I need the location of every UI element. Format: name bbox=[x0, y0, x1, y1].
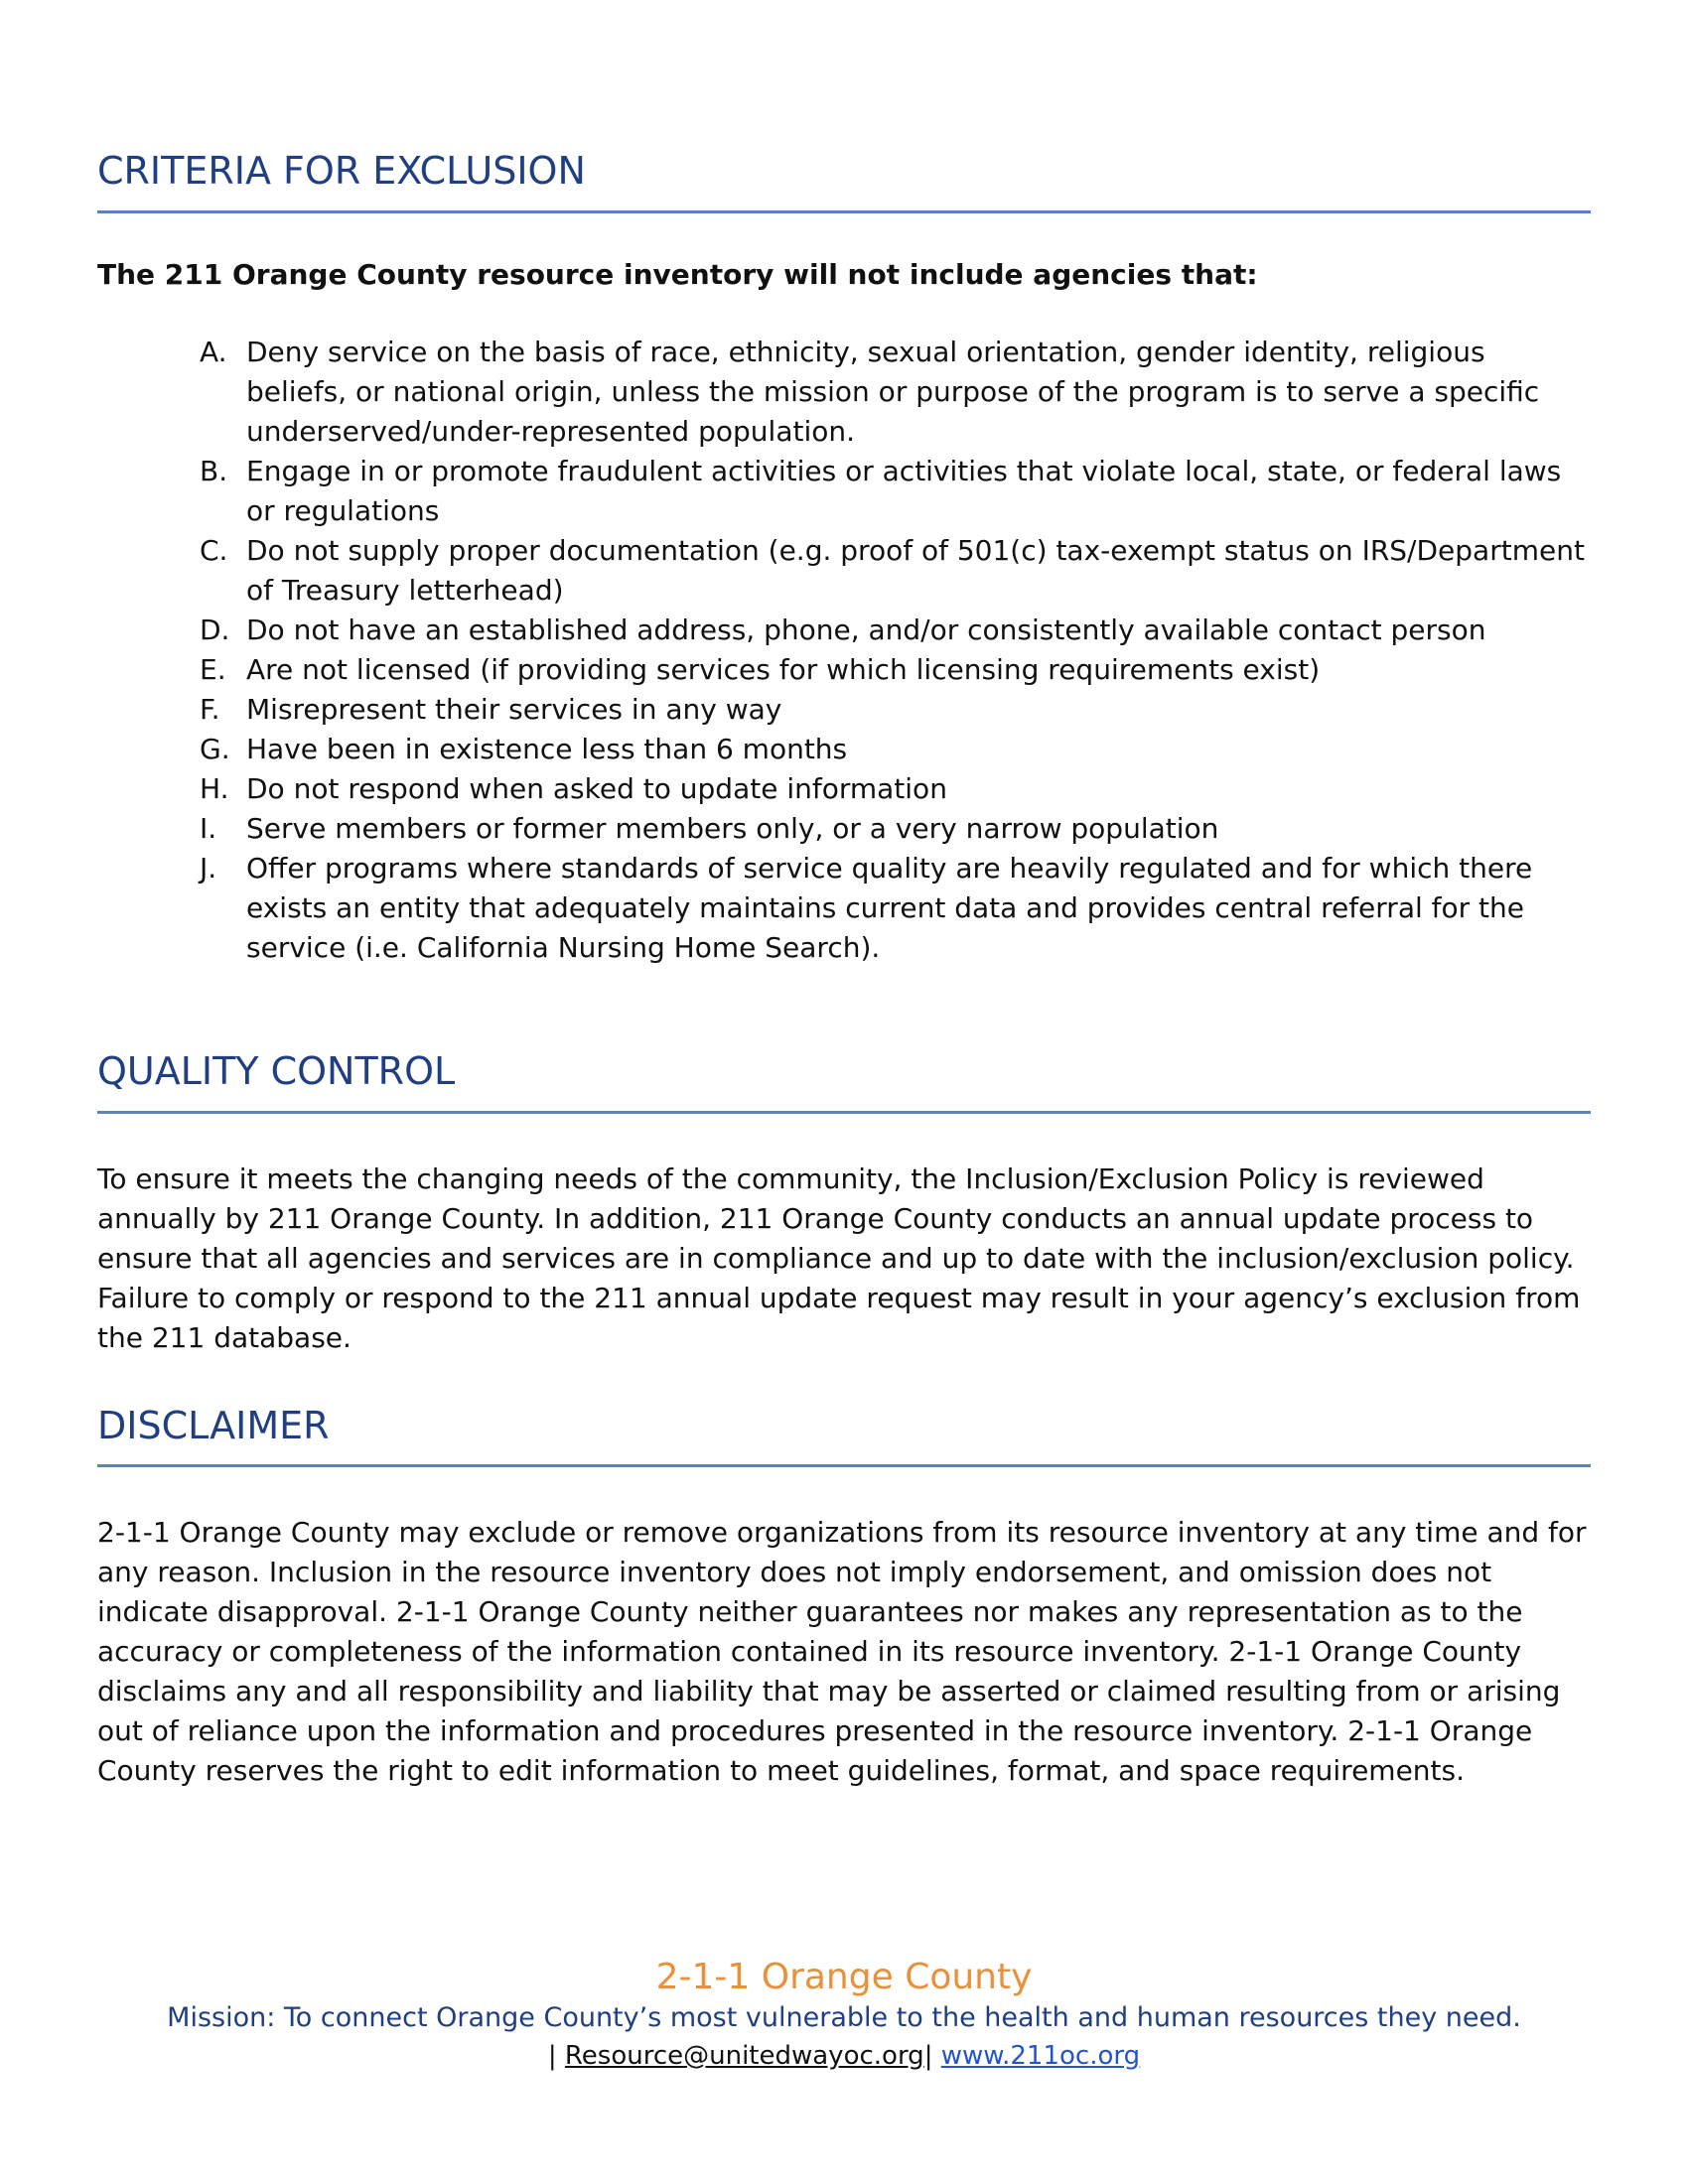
criteria-text: Do not respond when asked to update information bbox=[246, 771, 947, 805]
criteria-item-b bbox=[97, 452, 1591, 531]
footer-separator: | bbox=[547, 2041, 557, 2071]
website-link[interactable]: www.211oc.org bbox=[940, 2041, 1141, 2071]
criteria-text: Do not supply proper documentation (e.g. proof of 501(c) tax-exempt status on IRS/Department of Treasury letterhead) bbox=[246, 533, 1585, 607]
criteria-item-e bbox=[97, 650, 1591, 690]
criteria-item-g bbox=[97, 730, 1591, 769]
quality-control-body: To ensure it meets the changing needs of the community, the Inclusion/Exclusion Policy is reviewed annually by 211 Orange County. In addition, 211 Orange County conducts an annual update process to ensure that all agencies and services are in compliance and up to date with the inclusion/exclusion policy. Failure to comply or respond to the 211 annual update request may result in your agency’s exclusion from the 211 database. bbox=[97, 1161, 1581, 1354]
criteria-text: Serve members or former members only, or a very narrow population bbox=[246, 811, 1219, 845]
criteria-text: Do not have an established address, phone, and/or consistently available contact person bbox=[246, 613, 1486, 646]
criteria-letter: E. bbox=[200, 652, 226, 686]
email-link[interactable]: Resource@unitedwayoc.org bbox=[564, 2041, 924, 2071]
criteria-text: Deny service on the basis of race, ethnicity, sexual orientation, gender identity, religious beliefs, or national origin, unless the mission or purpose of the program is to serve a specific underserved/under-represented population. bbox=[246, 335, 1540, 448]
exclusion-criteria-list bbox=[97, 333, 1591, 968]
criteria-text: Misrepresent their services in any way bbox=[246, 692, 782, 726]
criteria-letter: G. bbox=[200, 732, 230, 765]
exclusion-section bbox=[97, 149, 1591, 968]
criteria-letter: F. bbox=[200, 692, 220, 726]
criteria-letter: H. bbox=[200, 771, 229, 805]
criteria-text: Have been in existence less than 6 months bbox=[246, 732, 848, 765]
criteria-letter: C. bbox=[200, 533, 228, 567]
exclusion-heading-rule bbox=[97, 210, 1591, 213]
footer-mission: Mission: To connect Orange County’s most vulnerable to the health and human resources they need. bbox=[167, 2002, 1521, 2033]
footer-contact bbox=[0, 2037, 1688, 2075]
quality-control-heading: QUALITY CONTROL bbox=[97, 1048, 456, 1093]
exclusion-heading: CRITERIA FOR EXCLUSION bbox=[97, 149, 586, 193]
disclaimer-heading-rule bbox=[97, 1464, 1591, 1467]
criteria-item-a bbox=[97, 333, 1591, 452]
criteria-letter: A. bbox=[200, 335, 227, 368]
criteria-item-f bbox=[97, 690, 1591, 730]
criteria-letter: D. bbox=[200, 613, 230, 646]
criteria-text: Are not licensed (if providing services for which licensing requirements exist) bbox=[246, 652, 1321, 686]
criteria-letter: I. bbox=[200, 811, 217, 845]
disclaimer-heading: DISCLAIMER bbox=[97, 1403, 330, 1447]
document-page bbox=[97, 149, 1591, 1791]
criteria-text: Engage in or promote fraudulent activities or activities that violate local, state, or federal laws or regulations bbox=[246, 454, 1562, 527]
quality-control-heading-rule bbox=[97, 1111, 1591, 1114]
disclaimer-section bbox=[97, 1404, 1591, 1792]
criteria-letter: J. bbox=[200, 851, 217, 885]
disclaimer-body: 2-1-1 Orange County may exclude or remove organizations from its resource inventory at any time and for any reason. Inclusion in the resource inventory does not imply endorsement, and omission does not indicate disapproval. 2-1-1 Orange County neither guarantees nor makes any representation as to the accuracy or completeness of the information contained in its resource inventory. 2-1-1 Orange County disclaims any and all responsibility and liability that may be asserted or claimed resulting from or arising out of reliance upon the information and procedures presented in the resource inventory. 2-1-1 Orange County reserves the right to edit information to meet guidelines, format, and space requirements. bbox=[97, 1516, 1587, 1788]
criteria-item-d bbox=[97, 611, 1591, 650]
footer-org-name: 2-1-1 Orange County bbox=[655, 1957, 1033, 1997]
criteria-item-c bbox=[97, 531, 1591, 611]
criteria-letter: B. bbox=[200, 454, 228, 487]
exclusion-intro: The 211 Orange County resource inventory will not include agencies that: bbox=[97, 257, 1258, 291]
footer-separator: | bbox=[923, 2041, 933, 2071]
criteria-text: Offer programs where standards of service quality are heavily regulated and for which there exists an entity that adequately maintains current data and provides central referral for the service (i.e. California Nursing Home Search). bbox=[246, 851, 1533, 964]
criteria-item-h bbox=[97, 769, 1591, 809]
quality-control-section bbox=[97, 1049, 1591, 1358]
page-footer bbox=[0, 1956, 1688, 2075]
criteria-item-j bbox=[97, 849, 1591, 968]
criteria-item-i bbox=[97, 809, 1591, 849]
